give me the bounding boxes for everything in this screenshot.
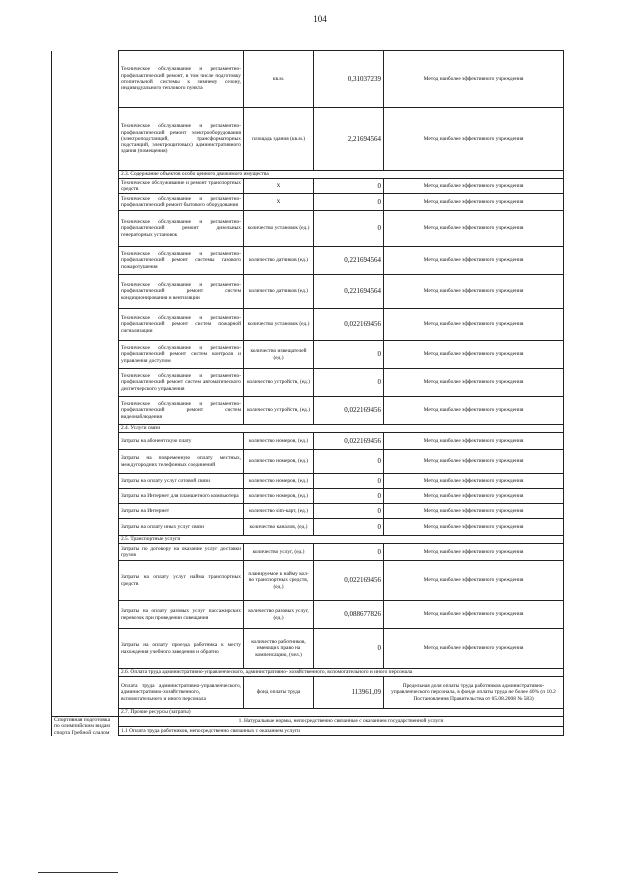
norm-value: 2,21694564 <box>314 108 384 171</box>
cost-item-name: Техническое обслуживание и регламентно-профилактический ремонт систем автоматического диспетчерского управления <box>119 369 244 397</box>
norm-value: 0,022169456 <box>314 309 384 341</box>
section-heading: 2.7. Прочие ресурсы (затраты) <box>119 709 564 717</box>
calculation-method: Метод наиболее эффективного учреждения <box>384 275 564 309</box>
calculation-method: Метод наиболее эффективного учреждения <box>384 433 564 450</box>
table-row <box>52 450 564 474</box>
service-name-label: Спортивная подготовка по олимпийским видам спорта Гребной слалом <box>52 717 119 736</box>
norm-value: 0 <box>314 194 384 211</box>
unit-of-measure: площадь здания (кв.м.) <box>244 108 314 171</box>
calculation-method: Метод наиболее эффективного учреждения <box>384 51 564 108</box>
calculation-method: Метод наиболее эффективного учреждения <box>384 108 564 171</box>
unit-of-measure: кв.м. <box>244 51 314 108</box>
normative-costs-table <box>51 50 564 736</box>
left-column-blank <box>52 51 119 717</box>
cost-item-name: Техническое обслуживание и регламентно-профилактический ремонт дизельных генераторных установок <box>119 211 244 247</box>
calculation-method: Метод наиболее эффективного учреждения <box>384 601 564 629</box>
unit-of-measure: количество каналов, (ед.) <box>244 519 314 536</box>
cost-item-name: Оплата труда административно-управленческого, административно-хозяйственного, вспомогательного и иного персонала <box>119 677 244 709</box>
calculation-method: Метод наиболее эффективного учреждения <box>384 247 564 275</box>
cost-item-name: Техническое обслуживание и регламентно-профилактический ремонт систем контроля и управления доступом <box>119 341 244 369</box>
section-row <box>52 726 564 736</box>
unit-of-measure: количество датчиков (ед.) <box>244 275 314 309</box>
section-row <box>52 536 564 544</box>
cost-item-name: Техническое обслуживание и регламентно-профилактический ремонт электрооборудования (электроподстанций, трансформаторных подстанций, электрощитовых) административного здания (помещения) <box>119 108 244 171</box>
table-row <box>52 247 564 275</box>
calculation-method: Метод наиболее эффективного учреждения <box>384 629 564 669</box>
table-row <box>52 629 564 669</box>
unit-of-measure: фонд оплаты труда <box>244 677 314 709</box>
cost-item-name: Затраты на оплату услуг найма транспортных средств <box>119 561 244 601</box>
unit-of-measure: количество устройств, (ед.) <box>244 369 314 397</box>
calculation-method: Предельная доля оплаты труда работников административно-управленческого персонала, в фонде оплаты труда не более 40% (п 10.2 Постановления Правительства от 05.08.2008 № 583) <box>384 677 564 709</box>
cost-item-name: Затраты на абонентскую плату <box>119 433 244 450</box>
calculation-method: Метод наиболее эффективного учреждения <box>384 194 564 211</box>
calculation-method: Метод наиболее эффективного учреждения <box>384 211 564 247</box>
unit-of-measure: количество установок (ед.) <box>244 309 314 341</box>
norm-value: 0 <box>314 211 384 247</box>
table-row <box>52 179 564 194</box>
unit-of-measure: количество разовых услуг, (ед.) <box>244 601 314 629</box>
section-row <box>52 709 564 717</box>
cost-item-name: Техническое обслуживание и регламентно-профилактический ремонт систем кондиционирования и вентиляции <box>119 275 244 309</box>
table-row <box>52 489 564 504</box>
norm-value: 0 <box>314 504 384 519</box>
cost-item-name: Техническое обслуживание и регламентно-профилактический ремонт системы газового пожаротушения <box>119 247 244 275</box>
norm-value: 0,221694564 <box>314 247 384 275</box>
norm-value: 0,31037239 <box>314 51 384 108</box>
cost-item-name: Затраты на Интернет <box>119 504 244 519</box>
unit-of-measure: количество датчиков (ед.) <box>244 247 314 275</box>
table-row <box>52 51 564 108</box>
unit-of-measure: количество номеров, (ед.) <box>244 474 314 489</box>
unit-of-measure: количество номеров, (ед.) <box>244 489 314 504</box>
section-row <box>52 669 564 677</box>
norm-value: 0,022169456 <box>314 397 384 425</box>
norm-value: 0 <box>314 450 384 474</box>
cost-item-name: Техническое обслуживание и регламентно-профилактический ремонт, в том числе подготовку отопительной системы к зимнему сезону, индивидуального теплового пункта <box>119 51 244 108</box>
section-heading: 2.6. Оплата труда административно-управленческого, административно- хозяйственного, вспомогательного и иного персонала <box>119 669 564 677</box>
unit-of-measure: количество услуг, (ед.) <box>244 544 314 561</box>
table-row <box>52 561 564 601</box>
calculation-method: Метод наиболее эффективного учреждения <box>384 369 564 397</box>
cost-item-name: Затраты по договору на оказание услуг доставки грузов <box>119 544 244 561</box>
table-row <box>52 601 564 629</box>
table-row <box>52 397 564 425</box>
table-row <box>52 504 564 519</box>
table-row <box>52 544 564 561</box>
cost-item-name: Техническое обслуживание и регламентно-профилактический ремонт систем пожарной сигнализации <box>119 309 244 341</box>
table-row <box>52 369 564 397</box>
unit-of-measure: Х <box>244 179 314 194</box>
table-row <box>52 275 564 309</box>
section-row <box>52 171 564 179</box>
norm-value: 0 <box>314 519 384 536</box>
unit-of-measure: Х <box>244 194 314 211</box>
table-row <box>52 309 564 341</box>
unit-of-measure: количество работников, имеющих право на компенсацию, (чел.) <box>244 629 314 669</box>
cost-item-name: Техническое обслуживание и ремонт транспортных средств <box>119 179 244 194</box>
unit-of-measure: количество номеров, (ед.) <box>244 433 314 450</box>
table-row <box>52 108 564 171</box>
unit-of-measure: количество номеров, (ед.) <box>244 450 314 474</box>
unit-of-measure: количество устройств, (ед.) <box>244 397 314 425</box>
table-row <box>52 194 564 211</box>
norm-value: 0,088677826 <box>314 601 384 629</box>
norm-value: 0,022169456 <box>314 561 384 601</box>
table-row <box>52 474 564 489</box>
calculation-method: Метод наиболее эффективного учреждения <box>384 489 564 504</box>
table-row <box>52 677 564 709</box>
calculation-method: Метод наиболее эффективного учреждения <box>384 544 564 561</box>
table-row <box>52 341 564 369</box>
norm-value: 0,022169456 <box>314 433 384 450</box>
unit-of-measure: количество извещателей (ед.) <box>244 341 314 369</box>
section-row <box>52 425 564 433</box>
norm-value: 0 <box>314 369 384 397</box>
cost-item-name: Техническое обслуживание и регламентно-профилактический ремонт бытового оборудования <box>119 194 244 211</box>
calculation-method: Метод наиболее эффективного учреждения <box>384 397 564 425</box>
section-heading: 1. Натуральные нормы, непосредственно связанные с оказанием государственной услуги <box>119 717 564 727</box>
cost-item-name: Затраты на оплату услуг сотовой связи <box>119 474 244 489</box>
norm-value: 0,221694564 <box>314 275 384 309</box>
section-row <box>52 717 564 727</box>
cost-item-name: Затраты на оплату иных услуг связи <box>119 519 244 536</box>
page-number: 104 <box>313 14 327 24</box>
calculation-method: Метод наиболее эффективного учреждения <box>384 341 564 369</box>
cost-item-name: Затраты на повременную оплату местных, междугородних телефонных соединений <box>119 450 244 474</box>
norm-value: 113961,09 <box>314 677 384 709</box>
calculation-method: Метод наиболее эффективного учреждения <box>384 519 564 536</box>
norm-value: 0 <box>314 629 384 669</box>
calculation-method: Метод наиболее эффективного учреждения <box>384 561 564 601</box>
cost-item-name: Техническое обслуживание и регламентно-профилактический ремонт систем видеонаблюдения <box>119 397 244 425</box>
unit-of-measure: планируемое к найму кол- во транспортных средств, (ед.) <box>244 561 314 601</box>
section-heading: 2.4. Услуги связи <box>119 425 564 433</box>
norm-value: 0 <box>314 341 384 369</box>
norm-value: 0 <box>314 179 384 194</box>
calculation-method: Метод наиболее эффективного учреждения <box>384 474 564 489</box>
calculation-method: Метод наиболее эффективного учреждения <box>384 504 564 519</box>
section-heading: 2.5. Транспортные услуги <box>119 536 564 544</box>
table-row <box>52 211 564 247</box>
calculation-method: Метод наиболее эффективного учреждения <box>384 450 564 474</box>
norm-value: 0 <box>314 544 384 561</box>
calculation-method: Метод наиболее эффективного учреждения <box>384 309 564 341</box>
unit-of-measure: количество установок (ед.) <box>244 211 314 247</box>
bottom-rule <box>38 872 118 873</box>
section-heading: 1.1 Оплата труда работников, непосредственно связанных с оказанием услуги <box>119 726 564 736</box>
cost-item-name: Затраты на оплату проезда работника к месту нахождения учебного заведения и обратно <box>119 629 244 669</box>
norm-value: 0 <box>314 474 384 489</box>
table-row <box>52 519 564 536</box>
table-row <box>52 433 564 450</box>
unit-of-measure: количество sim-карт, (ед.) <box>244 504 314 519</box>
cost-item-name: Затраты на Интернет для планшетного компьютера <box>119 489 244 504</box>
calculation-method: Метод наиболее эффективного учреждения <box>384 179 564 194</box>
section-heading: 2.3. Содержание объектов особо ценного движимого имущества <box>119 171 564 179</box>
cost-item-name: Затраты на оплату разовых услуг пассажирских перевозок при проведении совещания <box>119 601 244 629</box>
norm-value: 0 <box>314 489 384 504</box>
